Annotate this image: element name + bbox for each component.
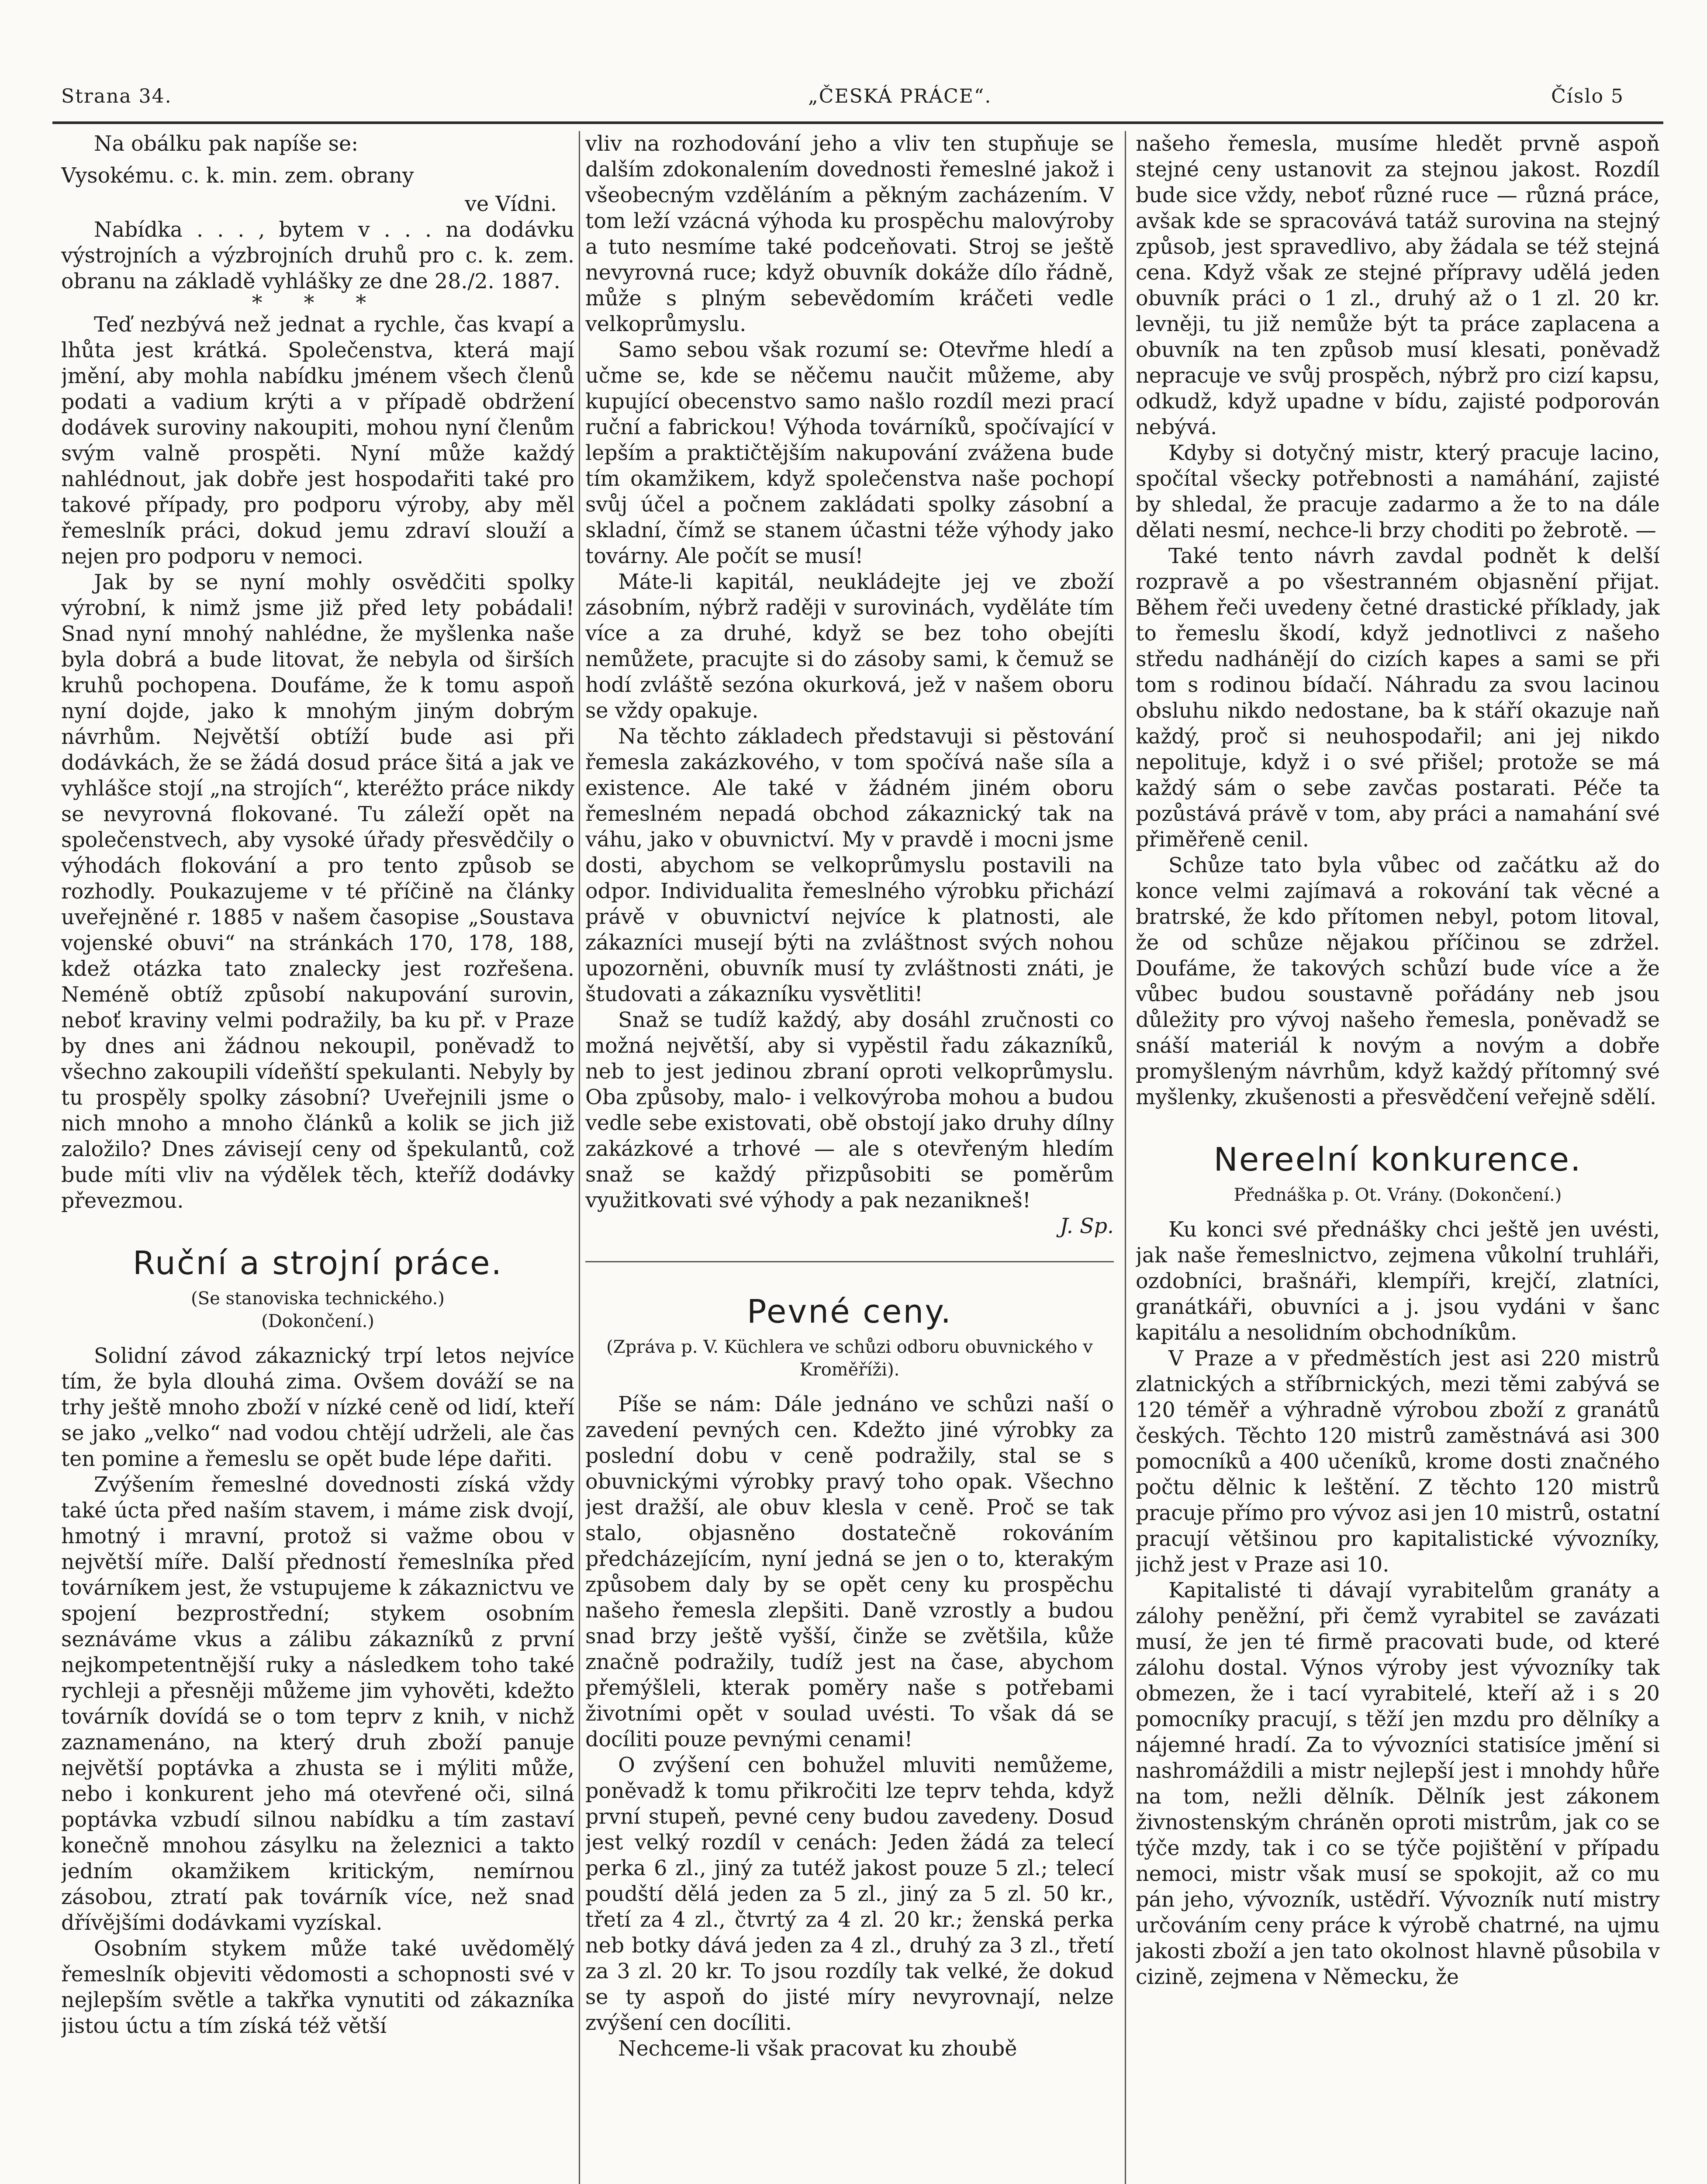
paragraph: Píše se nám: Dále jednáno ve schůzi naší o zavedení pevných cen. Kdežto jiné výrobky za poslední dobu v ceně podražily, stal se s obuvnickými výrobky pravý toho opak. Všechno jest dražší, ale obuv klesla v ceně. Proč se tak stalo, objasněno dostatečně rokováním předcházejícím, nyní jedná se jen o to, kterakým způsobem daly by se opět ceny ku prospěchu našeho řemesla zlepšiti. Daně vzrostly a budou snad brzy ještě vyšší, činže se zvětšila, kůže značně podražily, tudíž jest na čase, abychom přemýšleli, kterak poměry naše s potřebami životními opět v soulad uvésti. To však dá se docíliti pouze pevnými cenami! bbox=[585, 1393, 1114, 1752]
paragraph: našeho řemesla, musíme hledět prvně aspoň stejné ceny ustanovit za stejnou jakost. Rozdíl bude sice vždy, neboť různé ruce — různá práce, avšak kde se spracovává tatáž surovina na stejný způsob, jest spravedlivo, aby žádala se též stejná cena. Když však ze stejné přípravy udělá jeden obuvník práci o 1 zl., druhý až o 1 zl. 20 kr. levněji, tu již nemůže být ta práce zaplacena a obuvník na ten způsob musí klesati, poněvadž nepracuje ve svůj prospěch, nýbrž pro cizí kapsu, odkudž, když upadne v bídu, zajisté podporován nebývá. bbox=[1136, 132, 1660, 439]
column-2 bbox=[585, 131, 1114, 2184]
article-title: Nereelní konkurence. bbox=[1213, 1141, 1582, 1178]
envelope-intro: Na obálku pak napíše se: bbox=[94, 132, 359, 156]
paragraph: V Praze a v předměstích jest asi 220 mistrů zlatnických a stříbrnických, mezi těmi zabývá se 120 téměř a výhradně výrobou zboží z granátů českých. Těchto 120 mistrů zaměstnává asi 300 pomocníků a 400 učeníků, krome dosti značného počtu dělnic k leštění. Z těchto 120 mistrů pracuje přímo pro vývoz asi jen 10 mistrů, ostatní pracují většinou pro kapitalistické vývozníky, jichž jest v Praze asi 10. bbox=[1136, 1347, 1660, 1577]
paragraph: Kapitalisté ti dávají vyrabitelům granáty a zálohy peněžní, při čemž vyrabitel se zavázati musí, že jen té firmě pracovati bude, od které zálohu dostal. Výnos výroby jest vývozníky tak obmezen, že i tací vyrabitelé, kteří až i s 20 pomocníky pracují, s těží jen mzdu pro dělníky a nájemné hradí. Za to vývozníci statisíce jmění si nashromáždili a mistr nejlepší jest i mnohdy hůře na tom, nežli dělník. Dělník jest zákonem živnostenským chráněn oproti mistrům, jak co se týče mzdy, tak i co se týče pojištění v případu nemoci, mistr však musí se spokojit, až co mu pán jeho, vývozník, ustědří. Vývozník nutí mistry určováním ceny práce k výrobě chatrné, na ujmu jakosti zboží a jen tato okolnost hlavně působila v cizině, zejmena v Německu, že bbox=[1136, 1579, 1660, 1989]
journal-title: „ČESKÁ PRÁCE“. bbox=[808, 85, 992, 107]
page-number: Strana 34. bbox=[61, 85, 172, 107]
section-stars: * * * bbox=[252, 291, 384, 315]
article-divider bbox=[585, 1261, 1114, 1262]
paragraph: Samo sebou však rozumí se: Otevřme hledí a učme se, kde se něčemu naučit můžeme, aby kupující obecenstvo samo našlo rozdíl mezi prací ruční a fabrickou! Výhoda továrníků, spočívající v lepším a praktičtějším nakupování zvážena bude tím okamžikem, když společenstva naše pochopí svůj účel a počnem zakládati spolky zásobní a skladní, čímž se stanem účastni téže výhody jako továrny. Ale počít se musí! bbox=[585, 338, 1114, 568]
paragraph: O zvýšení cen bohužel mluviti nemůžeme, poněvadž k tomu přikročiti lze teprv tehda, když první stupeň, pevné ceny budou zavedeny. Dosud jest velký rozdíl v cenách: Jeden žádá za telecí perka 6 zl., jiný za tutéž jakost pouze 5 zl.; telecí poudští dělá jeden za 5 zl., jiný za 5 zl. 50 kr., třetí za 4 zl., čtvrtý za 4 zl. 20 kr.; ženská perka neb botky dává jeden za 4 zl., druhý za 3 zl., třetí za 3 zl. 20 kr. To jsou rozdíly tak velké, že dokud se ty aspoň do jisté míry nevyrovnají, nelze zvýšení cen docíliti. bbox=[585, 1753, 1114, 2035]
paragraph: Na těchto základech představuji si pěstování řemesla zakázkového, v tom spočívá naše síla a existence. Ale také v žádném jiném oboru řemeslném nepadá obchod zákaznický tak na váhu, jako v obuvnictví. My v pravdě i mocni jsme dosti, abychom se velkoprůmyslu postavili na odpor. Individualita řemeslného výrobku přichází právě v obuvnictví nejvíce k platnosti, ale zákazníci musejí býti na zvláštnost svých nohou upozorněni, obuvník musí ty zvláštnosti znáti, je študovati a zákazníku vysvětliti! bbox=[585, 725, 1114, 1006]
paragraph: Snaž se tudíž každý, aby dosáhl zručnosti co možná největší, aby si vypěstil řadu zákazníků, neb to jest jedinou zbraní oproti velkoprůmyslu. Oba způsoby, malo- i velkovýroba mohou a budou vedle sebe existovati, obě obstojí jako druhy dílny zakázkové a trhové — ale s otevřeným hledím snaž se každý přizpůsobiti se poměrům využitkovati své výhody a pak nezanikneš! bbox=[585, 1008, 1114, 1213]
column-divider-2 bbox=[1125, 131, 1126, 2184]
article-title: Ruční a strojní práce. bbox=[132, 1244, 503, 1282]
article-title: Pevné ceny. bbox=[746, 1293, 953, 1330]
column-divider-1 bbox=[579, 131, 580, 2184]
paragraph: Nechceme-li však pracovat ku zhoubě bbox=[618, 2037, 1017, 2061]
paragraph: Jak by se nyní mohly osvědčiti spolky výrobní, k nimž jsme již před lety pobádali! Snad nyní mnohý nahlédne, že myšlenka naše byla dobrá a bude litovat, že nebyla od širších kruhů pochopena. Doufáme, že k tomu aspoň nyní dojde, jako k mnohým jiným dobrým návrhům. Největší obtíží bude asi při dodávkách, že se žádá dosud práce šitá a jak ve vyhlášce stojí „na strojích“, kteréžto práce nikdy se nevyrovná flokované. Tu záleží opět na společenstvech, aby vysoké úřady přesvědčily o výhodách flokování a pro tento způsob se rozhodly. Poukazujeme v té příčině na články uveřejněné r. 1885 v našem časopise „Soustava vojenské obuvi“ na stránkách 170, 178, 188, kdež otázka tato znalecky jest rozřešena. Neméně obtíž způsobí nakupování surovin, neboť kraviny velmi podražily, ba ku př. v Praze by dnes ani žádnou nekoupil, poněvadž to všechno zakoupili vídeňští spekulanti. Nebyly by tu prospěly spolky zásobní? Uveřejnili jsme o nich mnoho a mnoho článků a kolik se jich již založilo? Dnes závisejí ceny od špekulantů, což bude míti vliv na výdělek těch, kteříž dodávky převezmou. bbox=[61, 570, 574, 1213]
address-line-2: ve Vídni. bbox=[465, 192, 557, 216]
paragraph: Schůze tato byla vůbec od začátku až do konce velmi zajímavá a rokování tak věcné a bratrské, že kdo přítomen nebyl, potom litoval, že od schůze nějakou příčinou se zdržel. Doufáme, že takových schůzí bude více a že vůbec budou soustavně pořádány neb jsou důležity pro vývoj našeho řemesla, poněvadž se snáší materiál k novým a novým a dobře promyšleným návrhům, když každý přítomný své myšlenky, zkušenosti a přesvědčení veřejně sdělí. bbox=[1136, 854, 1660, 1109]
paragraph: vliv na rozhodování jeho a vliv ten stupňuje se dalším zdokonalením dovednosti řemeslné jakož i všeobecným vzděláním a pěkným zacházením. V tom leží vzácná výhoda ku prospěchu malovýroby a tuto nesmíme také podceňovati. Stroj se ještě nevyrovná ruce; když obuvník dokáže dílo řádně, může s plným sebevědomím kráčeti vedle velkoprůmyslu. bbox=[585, 132, 1114, 336]
article-subtitle: Přednáška p. Ot. Vrány. (Dokončení.) bbox=[1234, 1185, 1562, 1205]
article-subtitle: (Zpráva p. V. Küchlera ve schůzi odboru obuvnického v Kroměříži). bbox=[606, 1337, 1093, 1380]
column-1 bbox=[61, 131, 574, 2184]
address-line-1: Vysokému. c. k. min. zem. obrany bbox=[61, 164, 414, 188]
paragraph: Ku konci své přednášky chci ještě jen uvésti, jak naše řemeslnictvo, zejmena vůkolní truhláři, ozdobníci, brašnáři, klempíři, krejčí, zlatníci, granátkáři, obuvníci a j. jsou vydáni v šanc kapitálu a nesolidním obchodníkům. bbox=[1136, 1218, 1660, 1345]
page-header bbox=[57, 85, 1628, 124]
column-3 bbox=[1136, 131, 1660, 2184]
offer-text: Nabídka . . . , bytem v . . . na dodávku výstrojních a výzbrojních druhů pro c. k. zem. obranu na základě vyhlášky ze dne 28./2. 1887. bbox=[61, 218, 574, 294]
paragraph: Kdyby si dotyčný mistr, který pracuje lacino, spočítal všecky potřebnosti a namáhání, zajisté by shledal, že pracuje zadarmo a že to na dále dělati nesmí, nechce-li brzy choditi po žebrotě. — bbox=[1136, 441, 1660, 543]
paragraph: Solidní závod zákaznický trpí letos nejvíce tím, že byla dlouhá zima. Ovšem dováží se na trhy ještě mnoho zboží v nízké ceně od lidí, kteří se jako „velko“ nad vodou chtějí udrželi, ale čas ten pomine a řemeslu se opět bude lépe dařiti. bbox=[61, 1344, 574, 1471]
paragraph: Zvýšením řemeslné dovednosti získá vždy také úcta před naším stavem, i máme zisk dvojí, hmotný i mravní, protož si važme obou v největší míře. Další předností řemeslníka před továrníkem jest, že vstupujeme k zákaznictvu ve spojení bezprostřední; stykem osobním seznáváme vkus a zálibu zákazníků z první nejkompetentnější ruky a následkem toho také rychleji a přesněji můžeme jim vyhověti, kdežto továrník dovídá se o tom teprv z knih, v nichž zaznamenáno, na který druh zboží panuje největší poptávka a zhusta se i mýliti může, nebo i konkurent jeho má otevřené oči, silná poptávka vzbudí silnou nabídku a tím zastaví konečně mnohou zásylku na železnici a takto jedním okamžikem kritickým, nemírnou zásobou, ztratí pak továrník více, než snad dřívějšími dodávkami vyzískal. bbox=[61, 1473, 574, 1935]
article-subtitle: (Se stanoviska technického.) bbox=[191, 1289, 445, 1309]
issue-number: Číslo 5 bbox=[1551, 85, 1624, 107]
author-signature: J. Sp. bbox=[1060, 1214, 1114, 1238]
paragraph: Teď nezbývá než jednat a rychle, čas kvapí a lhůta jest krátká. Společenstva, která mají jmění, aby mohla nabídku jménem všech členů podati a vadium krýti a v případě obdržení dodávek suroviny nakoupiti, mohou nyní členům svým valně prospěti. Nyní může každý nahlédnout, jak dobře jest hospodařiti také pro takové případy, pro podporu výroby, aby měl řemeslník práci, dokud jemu zdraví slouží a nejen pro podporu v nemoci. bbox=[61, 313, 574, 569]
paragraph: Máte-li kapitál, neukládejte jej ve zboží zásobním, nýbrž raději v surovinách, vyděláte tím více a za druhé, když se bez toho obejíti nemůžete, pracujte si do zásoby sami, k čemuž se hodí zvláště sezóna okurková, jež v našem oboru se vždy opakuje. bbox=[585, 570, 1114, 723]
header-rule bbox=[52, 121, 1663, 124]
paragraph: Také tento návrh zavdal podnět k delší rozpravě a po všestranném objasnění přijat. Během řeči uvedeny četné drastické příklady, jak to řemeslu škodí, když jednotlivci z našeho středu nadhánějí do cizích kapes a sami se při tom s rodinou bídačí. Náhradu za svou lacinou obsluhu nikdo nedostane, ba k stáří okazuje naň každý, proč si neuhospodařil; ani jej nikdo nepolituje, když i o své přišel; protože se má každý sám o sebe zavčas postarati. Péče ta pozůstává právě v tom, aby práci a namahání své přiměřeně cenil. bbox=[1136, 544, 1660, 852]
paragraph: Osobním stykem může také uvědomělý řemeslník objeviti vědomosti a schopnosti své v nejlepším světle a takřka vynutiti od zákazníka jistou úctu a tím získá též větší bbox=[61, 1937, 574, 2038]
article-continued: (Dokončení.) bbox=[261, 1311, 374, 1331]
